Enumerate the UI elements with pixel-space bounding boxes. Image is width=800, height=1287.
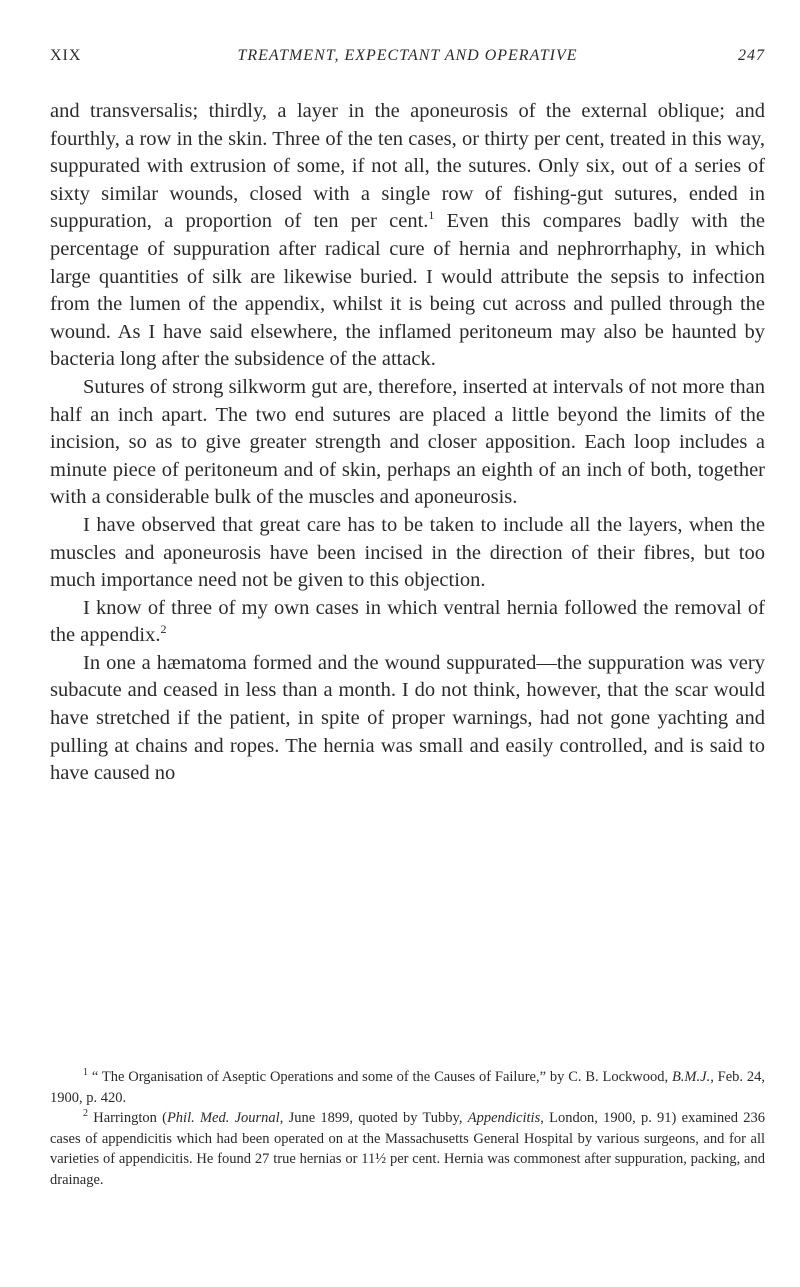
footnote <box>50 1108 765 1190</box>
paragraph <box>50 98 765 374</box>
footnote-book-title: Appendicitis <box>467 1110 541 1126</box>
page-number: 247 <box>738 47 765 64</box>
footnote-text-cont: , London, 1900, p. 91) examined 236 cases of appendicitis which had been operated on at the Massachusetts General Hospital by various surgeons, and for all varieties of appendicitis. He found 27 true hernias or 11½ per cent. Hernia was commonest after suppuration, packing, and drainage. <box>50 1110 765 1188</box>
footnote-text-cont: , Feb. 24, 1900, p. 420. <box>50 1069 765 1106</box>
footnotes <box>50 1067 765 1190</box>
footnote-text: “ The Organisation of Aseptic Operations and some of the Causes of Failure,” by C. B. Lockwood, <box>88 1069 672 1085</box>
footnote-ref[interactable]: 1 <box>428 208 435 223</box>
footnote-mark: 1 <box>83 1067 88 1079</box>
body-text <box>50 98 765 788</box>
footnote-journal: Phil. Med. Journal <box>166 1110 280 1126</box>
paragraph-text: I have observed that great care has to be taken to include all the layers, when the muscles and aponeurosis have been incised in the direction of their fibres, but too much importance need not be given to this objection. <box>50 513 765 592</box>
chapter-number: XIX <box>50 47 82 64</box>
running-head <box>50 47 765 71</box>
footnote-text: Harrington ( <box>88 1110 167 1126</box>
paragraph <box>50 512 765 595</box>
footnote-text-mid: , June 1899, quoted by Tubby, <box>279 1110 468 1126</box>
chapter-title: TREATMENT, EXPECTANT AND OPERATIVE <box>237 47 578 64</box>
paragraph-text: In one a hæmatoma formed and the wound suppurated—the suppuration was very subacute and ceased in less than a month. I do not think, however, that the scar would have stretched if the patient, in spite of proper warnings, had not gone yachting and pulling at chains and ropes. The hernia was small and easily controlled, and is said to have caused no <box>50 651 765 785</box>
paragraph <box>50 595 765 650</box>
footnote-ref[interactable]: 2 <box>160 622 167 637</box>
paragraph-text-cont: Even this compares badly with the percentage of suppuration after radical cure of hernia and nephrorrhaphy, in which large quantities of silk are likewise buried. I would attribute the sepsis to infection from the lumen of the appendix, whilst it is being cut across and pulled through the wound. As I have said elsewhere, the inflamed peritoneum may also be haunted by bacteria long after the subsidence of the attack. <box>50 210 765 371</box>
paragraph-text: and transversalis; thirdly, a layer in the aponeurosis of the external oblique; and fourthly, a row in the skin. Three of the ten cases, or thirty per cent, treated in this way, suppurated with extrusion of some, if not all, the sutures. Only six, out of a series of sixty similar wounds, closed with a single row of fishing-gut sutures, ended in suppuration, a proportion of ten per cent. <box>50 100 765 233</box>
paragraph <box>50 650 765 788</box>
paragraph-text: Sutures of strong silkworm gut are, therefore, inserted at intervals of not more than half an inch apart. The two end sutures are placed a little beyond the limits of the incision, so as to give greater strength and closer apposition. Each loop includes a minute piece of peritoneum and of skin, perhaps an eighth of an inch of both, together with a considerable bulk of the muscles and aponeurosis. <box>50 375 765 509</box>
footnote <box>50 1067 765 1108</box>
footnote-mark: 2 <box>83 1108 88 1120</box>
paragraph-text: I know of three of my own cases in which ventral hernia followed the removal of the appendix. <box>50 596 765 647</box>
paragraph <box>50 374 765 512</box>
footnote-journal: B.M.J. <box>671 1069 711 1085</box>
